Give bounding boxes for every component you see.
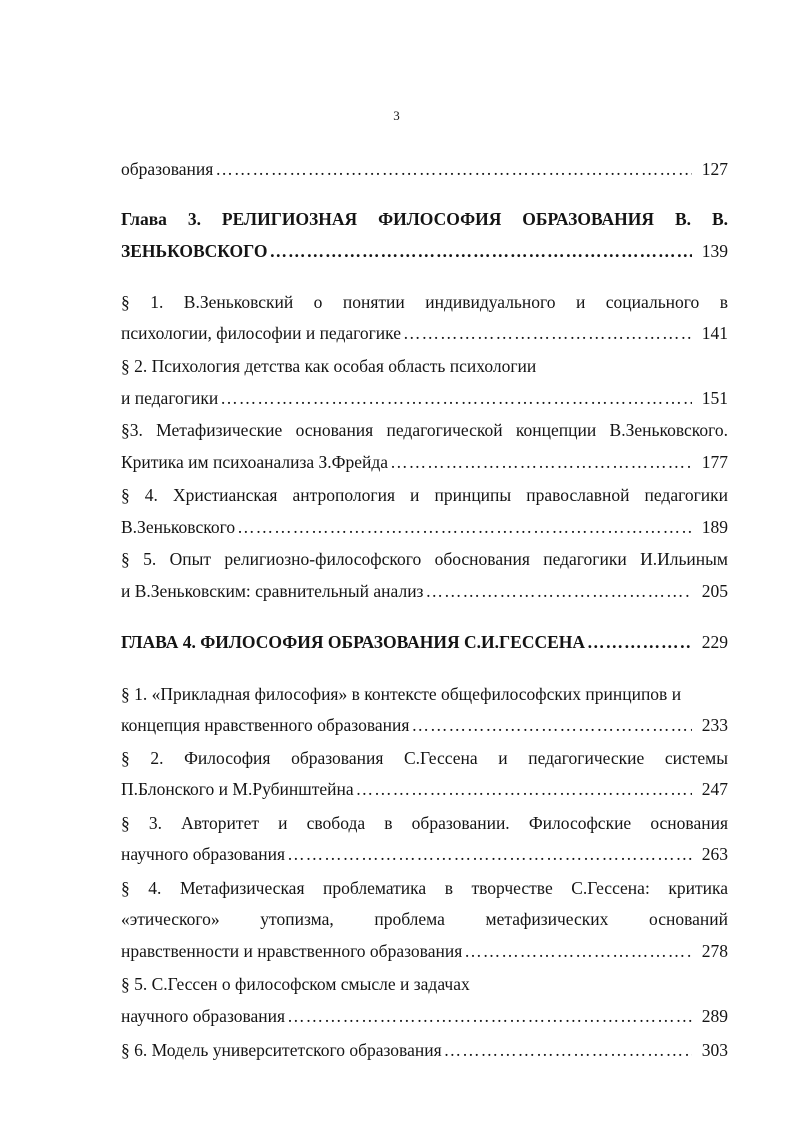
section-3-1-end xyxy=(121,322,728,344)
section-3-2-end xyxy=(121,387,728,409)
toc-entry-continuation xyxy=(121,158,728,180)
toc-page-number: 139 xyxy=(701,241,728,261)
toc-page-number: 151 xyxy=(701,388,728,408)
toc-entry-text: Критика им психоанализа З.Фрейда xyxy=(121,452,389,472)
toc-page-number: 177 xyxy=(701,452,728,472)
dot-leader xyxy=(444,1039,692,1061)
dot-leader xyxy=(215,158,691,180)
section-4-2-end xyxy=(121,778,728,800)
dot-leader xyxy=(403,322,692,344)
section-4-4-end xyxy=(121,940,728,962)
section-4-6 xyxy=(121,1039,728,1061)
toc-entry-text: П.Блонского и М.Рубинштейна xyxy=(121,779,354,799)
chapter-3-title-end xyxy=(121,240,728,262)
toc-page-number: 141 xyxy=(701,323,728,343)
toc-entry-text: и В.Зеньковским: сравнительный анализ xyxy=(121,581,424,601)
toc-entry-text: психологии, философии и педагогике xyxy=(121,323,402,343)
section-4-3: § 3. Авторитет и свобода в образовании. Философские основания xyxy=(121,813,728,833)
dot-leader xyxy=(287,1005,692,1027)
toc-page-number: 247 xyxy=(701,779,728,799)
section-3-5: § 5. Опыт религиозно-философского обоснования педагогики И.Ильиным xyxy=(121,549,728,569)
dot-leader xyxy=(220,387,692,409)
dot-leader xyxy=(425,580,691,602)
toc-page-number: 127 xyxy=(701,159,728,179)
chapter-3-title: Глава 3. РЕЛИГИОЗНАЯ ФИЛОСОФИЯ ОБРАЗОВАНИЯ В. В. xyxy=(121,209,728,229)
toc-page-number: 289 xyxy=(701,1006,728,1026)
dot-leader xyxy=(390,451,692,473)
toc-entry-text: концепция нравственного образования xyxy=(121,715,410,735)
section-4-5: § 5. С.Гессен о философском смысле и задачах xyxy=(121,974,470,994)
section-3-2: § 2. Психология детства как особая область психологии xyxy=(121,356,537,376)
section-3-4: § 4. Христианская антропология и принципы православной педагогики xyxy=(121,485,728,505)
dot-leader xyxy=(411,714,691,736)
section-3-1: § 1. В.Зеньковский о понятии индивидуального и социального в xyxy=(121,292,728,312)
toc-page-number: 278 xyxy=(701,941,728,961)
toc-entry-text: § 6. Модель университетского образования xyxy=(121,1040,442,1060)
section-4-1-end xyxy=(121,714,728,736)
toc-entry-text: научного образования xyxy=(121,844,286,864)
page-number: 3 xyxy=(393,108,400,123)
chapter-4-title xyxy=(121,631,728,653)
toc-entry-text: В.Зеньковского xyxy=(121,517,236,537)
toc-page-number: 205 xyxy=(701,581,728,601)
toc-page-number: 189 xyxy=(701,517,728,537)
dot-leader xyxy=(237,516,692,538)
section-4-1: § 1. «Прикладная философия» в контексте общефилософских принципов и xyxy=(121,684,682,704)
section-3-3: §3. Метафизические основания педагогической концепции В.Зеньковского. xyxy=(121,420,728,440)
toc-entry-text: ГЛАВА 4. ФИЛОСОФИЯ ОБРАЗОВАНИЯ С.И.ГЕССЕНА xyxy=(121,632,586,652)
toc-page-number: 303 xyxy=(701,1040,728,1060)
toc-entry-text: образования xyxy=(121,159,214,179)
dot-leader xyxy=(587,631,692,653)
toc-entry-text: и педагогики xyxy=(121,388,219,408)
toc-page-number: 263 xyxy=(701,844,728,864)
dot-leader xyxy=(356,778,692,800)
toc-page-number: 229 xyxy=(701,632,728,652)
dot-leader xyxy=(464,940,692,962)
section-3-3-end xyxy=(121,451,728,473)
section-4-2: § 2. Философия образования С.Гессена и педагогические системы xyxy=(121,748,728,768)
section-4-3-end xyxy=(121,843,728,865)
section-4-4: § 4. Метафизическая проблематика в творчестве С.Гессена: критика xyxy=(121,878,728,898)
section-4-4-line-2: «этического» утопизма, проблема метафизических оснований xyxy=(121,909,728,929)
toc-page-number: 233 xyxy=(701,715,728,735)
dot-leader xyxy=(269,240,691,262)
toc-entry-text: научного образования xyxy=(121,1006,286,1026)
toc-entry-text: нравственности и нравственного образования xyxy=(121,941,463,961)
section-3-5-end xyxy=(121,580,728,602)
section-4-5-end xyxy=(121,1005,728,1027)
toc-entry-text: ЗЕНЬКОВСКОГО xyxy=(121,241,268,261)
dot-leader xyxy=(287,843,692,865)
section-3-4-end xyxy=(121,516,728,538)
